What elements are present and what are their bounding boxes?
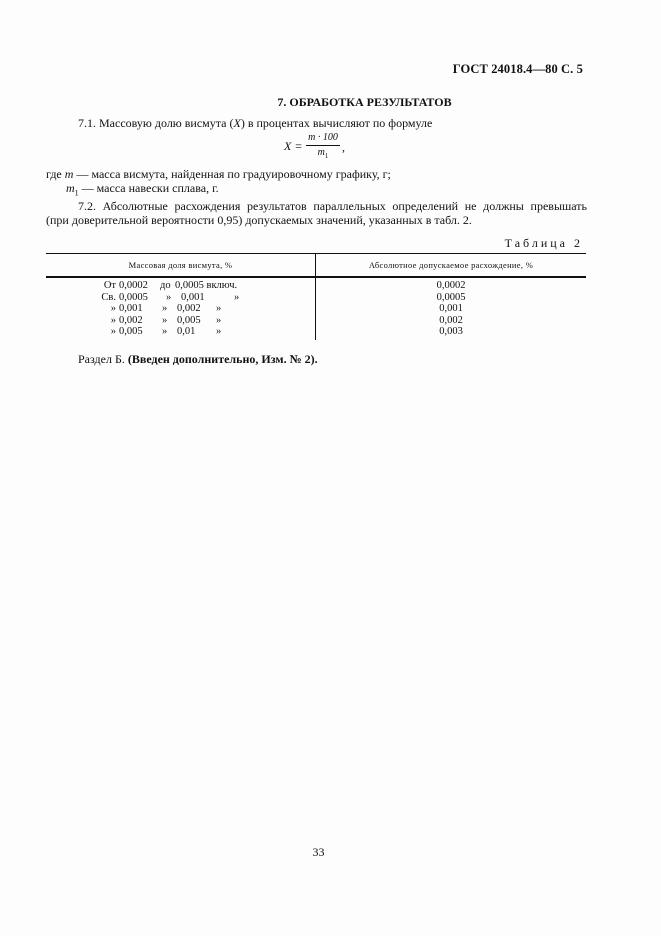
range-sep: »	[166, 291, 172, 303]
formula-denominator-sub: 1	[324, 152, 329, 160]
range-to: 0,005	[177, 314, 201, 326]
section-b-prefix: Раздел Б.	[78, 352, 128, 366]
range-from: 0,0002	[119, 280, 148, 291]
range-trailing-mark: »	[216, 326, 222, 337]
range-from: 0,001	[119, 303, 143, 314]
range-sep: до	[160, 280, 171, 291]
table-column-tolerances	[316, 280, 586, 338]
range-to: 0,0005 включ.	[175, 280, 238, 291]
where-line-2-text: — масса навески сплава, г.	[78, 181, 219, 195]
section-b-note	[78, 352, 318, 367]
clause-7-2-line-2: (при доверительной вероятности 0,95) допускаемых значений, указанных в табл. 2.	[46, 213, 472, 227]
where-line-1-prefix: где	[46, 167, 65, 181]
where-line-2	[66, 181, 219, 200]
range-prefix: Св.	[101, 291, 116, 303]
page-number	[0, 845, 661, 860]
table-header-mass-fraction: Массовая доля висмута, %	[128, 260, 233, 270]
tolerance-value: 0,001	[439, 303, 463, 314]
tolerance-value: 0,002	[439, 314, 463, 326]
range-to: 0,01	[177, 326, 196, 337]
clause-7-1-variable: X	[233, 116, 241, 130]
section-title	[0, 95, 661, 110]
where-line-2-var: m	[66, 181, 75, 195]
range-prefix: »	[110, 303, 116, 314]
range-from: 0,0005	[119, 291, 148, 303]
table-header-tolerance: Абсолютное допускаемое расхождение, %	[368, 260, 534, 270]
tolerance-value: 0,0002	[436, 280, 466, 291]
clause-7-1-text-after: ) в процентах вычисляют по формуле	[240, 116, 433, 130]
section-b-amendment: (Введен дополнительно, Изм. № 2).	[127, 352, 318, 366]
table-top-rule	[46, 253, 586, 254]
table-caption: Таблица 2	[504, 236, 583, 250]
range-from: 0,005	[119, 326, 143, 337]
range-prefix: От	[103, 280, 116, 291]
formula-fraction	[306, 132, 340, 163]
formula-lhs: X =	[284, 139, 303, 153]
range-from: 0,002	[119, 314, 143, 326]
formula-numerator: m · 100	[306, 132, 340, 146]
where-line-1	[46, 167, 391, 182]
range-trailing-mark: »	[216, 303, 222, 314]
formula-comma: ,	[342, 140, 345, 154]
range-sep: »	[162, 314, 168, 326]
range-sep: »	[162, 303, 168, 314]
section-title-text: 7. ОБРАБОТКА РЕЗУЛЬТАТОВ	[277, 95, 452, 109]
range-to: 0,001	[181, 291, 205, 303]
range-prefix: »	[110, 314, 116, 326]
page-number-text: 33	[312, 845, 325, 859]
standard-reference: ГОСТ 24018.4—80 С. 5	[452, 62, 583, 76]
table-header-rule	[46, 276, 586, 278]
tolerance-value: 0,0005	[436, 291, 466, 303]
clause-7-2-line-1: 7.2. Абсолютные расхождения результатов параллельных определений не должны превышать	[78, 199, 587, 213]
clause-7-1	[78, 116, 432, 131]
range-sep: »	[162, 326, 168, 337]
range-to: 0,002	[177, 303, 201, 314]
where-line-2-sub: 1	[74, 188, 79, 198]
formula-denominator	[306, 146, 340, 163]
where-line-1-var: m	[64, 167, 74, 181]
range-trailing-mark: »	[234, 291, 240, 303]
clause-7-1-text-before: 7.1. Массовую долю висмута (	[78, 116, 234, 130]
formula-denominator-var: m	[317, 147, 325, 158]
tolerance-table	[46, 253, 586, 340]
tolerance-value: 0,003	[439, 326, 463, 337]
range-prefix: »	[110, 326, 116, 337]
range-trailing-mark: »	[216, 314, 222, 326]
where-line-1-text: — масса висмута, найденная по градуировочному графику, г;	[73, 167, 391, 181]
